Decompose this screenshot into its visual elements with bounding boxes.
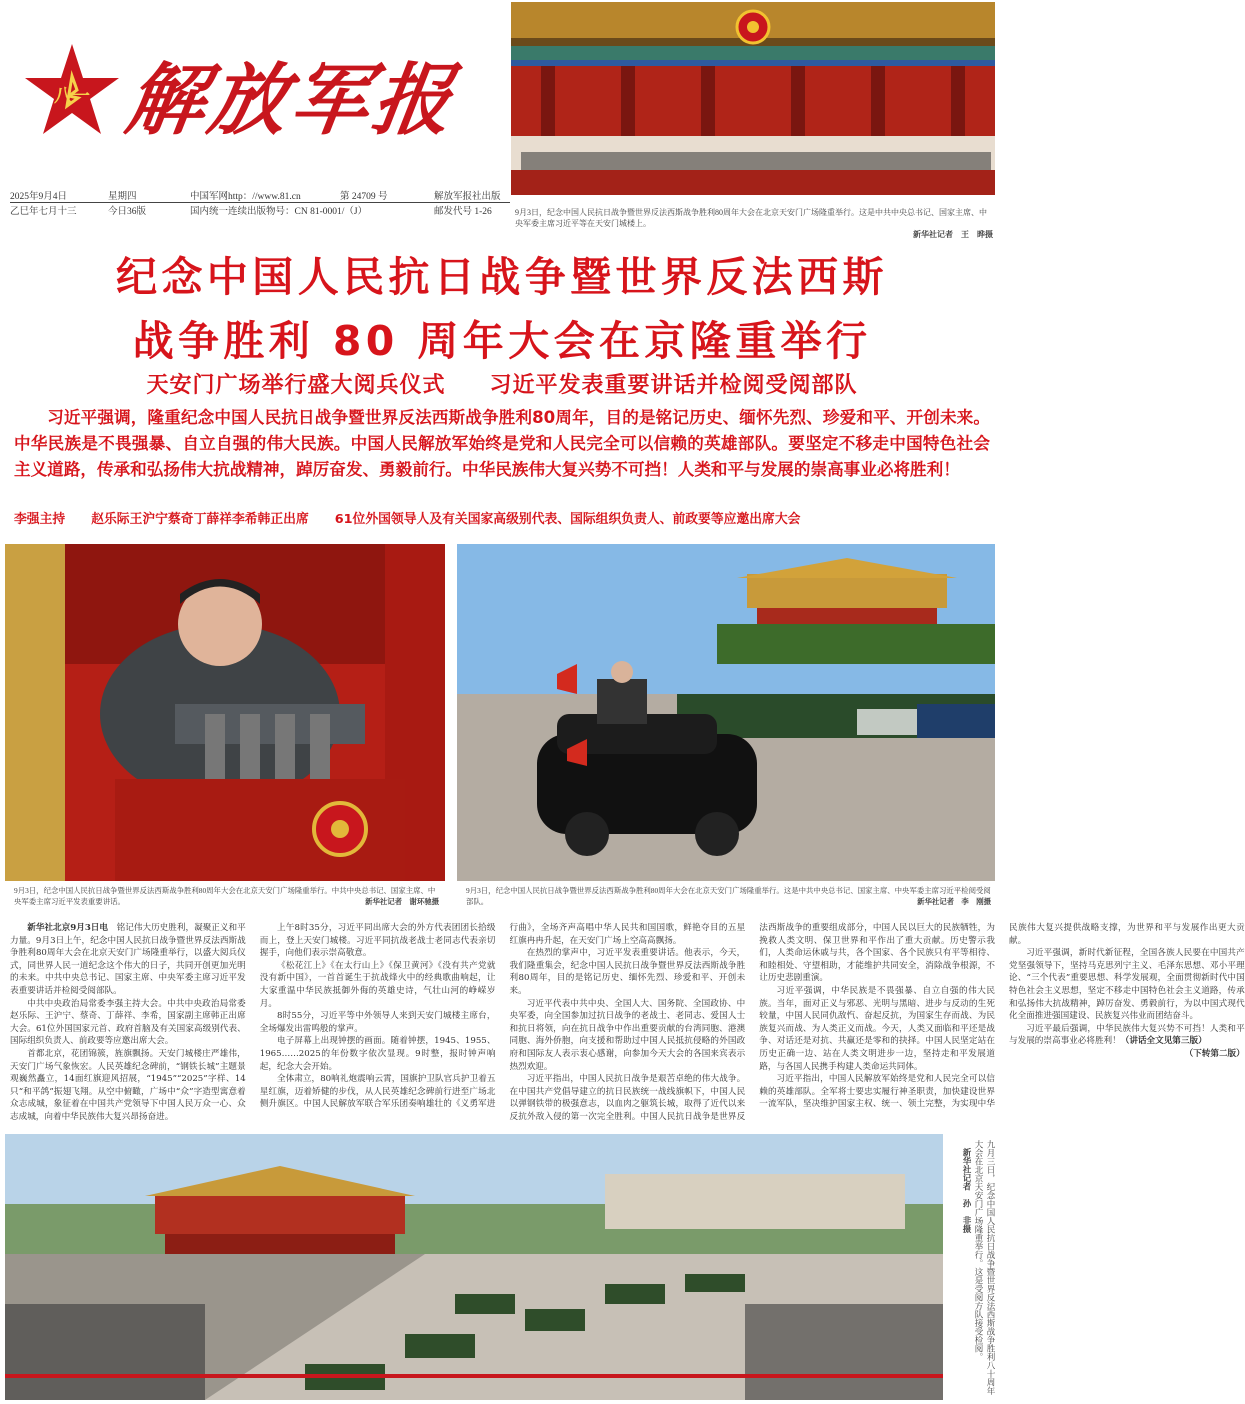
caption-bottom-photo-vertical: 九月三日，纪念中国人民抗日战争暨世界反法西斯战争胜利八十周年大会在北京天安门广场隆重举行。这是受阅方队接受检阅。 新华社记者 孙 非摄 [962, 1140, 996, 1395]
site-url: 中国军网http：//www.81.cn [190, 192, 301, 202]
red-star-emblem-icon [22, 40, 122, 140]
article-paragraph: 铭记伟大历史胜利，凝聚正义和平力量。9月3日上午，纪念中国人民抗日战争暨世界反法西斯战争胜利80周年大会在北京天安门广场隆重举行，以盛大阅兵仪式，同世界人民一道纪念这个伟大的日子，共同开创更加光明的未来。中共中央总书记、国家主席、中央军委主席习近平发表重要讲话并检阅受阅部队。 [10, 923, 246, 996]
article-paragraph: 习近平指出，中国人民抗日战争是艰苦卓绝的伟大战争。在中国共产党倡导建立的抗日民族统一战线旗帜下，中国人民以弹钢铁带的极强意志，以血肉之躯筑长城，取得了近代以来反抗外敌入侵的第一次完全胜利。中国人民抗日战争是世界反法西斯战争的重要组成部分，中国人民以巨大的民族牺牲，为挽救人类文明、保卫世界和平作出了重大贡献。历史警示我们，人类命运休戚与共，各个国家、各个民族只有平等相待、和睦相处、守望相助，才能维护共同安全，消除战争根源，不让历史悲剧重演。 [509, 923, 995, 1122]
issue-date: 2025年9月4日 [10, 192, 68, 202]
photo-square-panorama [5, 1134, 943, 1400]
issue-number: 第 24709 号 [340, 192, 388, 202]
article-paragraph: 首都北京，花团锦簇，旌旗飘扬。天安门城楼庄严雄伟，天安门广场气象恢宏。人民英雄纪念碑前，“钢铁长城”主题景观巍然矗立，14面红旗迎风招展，“1945”“2025”字样、14只“和平鸽”振翅飞翔。从空中俯瞰，广场中“众”字造型寓意着众志成城，象征着在中国共产党领导下中国人民万众一心、众志成城，向着中华民族伟大复兴昂扬奋进。 [10, 1048, 246, 1122]
article-paragraph: 习近平强调，中华民族是不畏强暴、自立自强的伟大民族。当年，面对正义与邪恶、光明与黑暗、进步与反动的生死较量，中国人民同仇敌忾、奋起反抗，为国家生存而战、为民族复兴而战、为人类正义而战。今天，人类又面临和平还是战争、对话还是对抗、共赢还是零和的抉择。中国人民坚定站在历史正确一边、站在人类文明进步一边，坚持走和平发展道路，与各国人民携手构建人类命运共同体。 [759, 985, 995, 1072]
article-paragraph: 《松花江上》《在太行山上》《保卫黄河》《没有共产党就没有新中国》，一首首诞生于抗战烽火中的经典歌曲响起，让大家重温中华民族抵御外侮的英雄史诗，气壮山河的峥嵘岁月。 [259, 960, 496, 1009]
photo-tiananmen-rostrum [511, 2, 995, 195]
host-line: 李强主持 [14, 512, 66, 527]
article-paragraph: 在热烈的掌声中，习近平发表重要讲话。他表示，今天，我们隆重集会，纪念中国人民抗日战争暨世界反法西斯战争胜利80周年，目的是铭记历史、缅怀先烈、珍爱和平、开创未来。 [509, 948, 746, 996]
article-paragraph: 8时55分，习近平等中外领导人来到天安门城楼主席台，全场爆发出雷鸣般的掌声。 [259, 1011, 496, 1034]
headline-line-2: 战争胜利 80 周年大会在京隆重举行 [132, 317, 872, 365]
article-paragraph: 习近平强调，新时代新征程，全国各族人民要在中国共产党坚强领导下，坚持马克思列宁主义、毛泽东思想、邓小平理论、“三个代表”重要思想、科学发展观，全面贯彻新时代中国特色社会主义思想，坚定不移走中国特色社会主义道路，传承和弘扬伟大抗战精神，踔厉奋发、勇毅前行，为以中国式现代化全面推进强国建设、民族复兴伟业而团结奋斗。 [1009, 948, 1245, 1022]
lunar-date: 乙巳年七月十三 [10, 207, 77, 217]
photo-credit: 新华社记者 李 刚摄 [917, 897, 991, 906]
full-text-note: （讲话全文见第三版） [1120, 1036, 1207, 1047]
article-paragraph: 中共中央政治局常委李强主持大会。中共中央政治局常委赵乐际、王沪宁、蔡奇、丁薛祥、李希，国家副主席韩正出席大会。61位外国国家元首、政府首脑及有关国家高级别代表、国际组织负责人、前政要等应邀出席大会。 [10, 998, 246, 1047]
photo-credit: 新华社记者 谢环驰摄 [365, 897, 439, 906]
article-paragraph: 全体肃立，80响礼炮震响云霄，国旗护卫队官兵护卫着五星红旗，迈着矫健的步伐，从人民英雄纪念碑前行进至广场北侧升旗区。中国人民解放军联合军乐团奏响雄壮的《义勇军进行曲》，全场齐声高唱中华人民共和国国歌，鲜艳夺目的五星红旗冉冉升起，在天安门广场上空高高飘扬。 [259, 923, 746, 1110]
continued-note: （下转第二版） [1184, 1048, 1245, 1059]
article-paragraph: 电子屏幕上出现钟摆的画面。随着钟摆，1945、1955、1965……2025的年份数字依次显现。9时整，报时钟声响起，纪念大会开始。 [259, 1036, 496, 1072]
publisher: 解放军报社出版 [434, 192, 501, 202]
leaders-line: 赵乐际王沪宁蔡奇丁薛祥李希韩正出席 [91, 512, 309, 527]
page-count: 今日36版 [108, 207, 147, 217]
issue-info [10, 188, 510, 217]
headline-line-1: 纪念中国人民抗日战争暨世界反法西斯 [116, 253, 888, 301]
lead-summary: 习近平强调，隆重纪念中国人民抗日战争暨世界反法西斯战争胜利80周年，目的是铭记历史、缅怀先烈、珍爱和平、开创未来。中华民族是不畏强暴、自立自强的伟大民族。中国人民解放军始终是党和人民完全可以信赖的英雄部队。要坚定不移走中国特色社会主义道路，传承和弘扬伟大抗战精神，踔厉奋发、勇毅前行。中华民族伟大复兴势不可挡！人类和平与发展的崇高事业必将胜利！ [14, 408, 990, 479]
article-paragraph: 习近平最后强调，中华民族伟大复兴势不可挡！人类和平与发展的崇高事业必将胜利！ [1009, 1023, 1245, 1047]
photo-credit: 新华社记者 孙 非摄 [962, 1148, 972, 1233]
article-paragraph: 习近平代表中共中央、全国人大、国务院、全国政协、中央军委，向全国参加过抗日战争的老战士、老同志、爱国人士和抗日将领，向在抗日战争中作出重要贡献的台湾同胞、港澳同胞、海外侨胞，向支援和帮助过中国人民抵抗侵略的外国政府和国际友人表示衷心感谢，向参加今天大会的各国来宾表示热烈欢迎。 [509, 998, 746, 1072]
dateline: 新华社北京9月3日电 [27, 923, 109, 933]
article-paragraph: 习近平指出，中国人民解放军始终是党和人民完全可以信赖的英雄部队。全军将士要忠实履行神圣职责，加快建设世界一流军队，坚决维护国家主权、统一、领土完整，为实现中华民族伟大复兴提供战略支撑，为世界和平与发展作出更大贡献。 [759, 923, 1245, 1110]
subheadline [12, 368, 992, 399]
svg-text:八一: 八一 [54, 86, 90, 107]
caption-right-photo: 9月3日，纪念中国人民抗日战争暨世界反法西斯战争胜利80周年大会在北京天安门广场隆重举行。这是中共中央总书记、国家主席、中央军委主席习近平检阅受阅部队。 新华社记者 李 刚摄 [466, 886, 991, 906]
photo-review-car [457, 544, 995, 881]
attendance-line [14, 508, 990, 527]
caption-top-photo: 9月3日，纪念中国人民抗日战争暨世界反法西斯战争胜利80周年大会在北京天安门广场隆重举行。这是中共中央总书记、国家主席、中央军委主席习近平等在天安门城楼上。 新华社记者 王 晔摄 [515, 208, 993, 239]
article-paragraph: 上午8时35分，习近平同出席大会的外方代表团团长拾级而上，登上天安门城楼。习近平同抗战老战士老同志代表亲切握手，向他们表示崇高敬意。 [259, 923, 496, 959]
subheadline-left: 天安门广场举行盛大阅兵仪式 [146, 373, 446, 398]
newspaper-title: 解放军报 [120, 55, 462, 146]
guests-line: 61位外国领导人及有关国家高级别代表、国际组织负责人、前政要等应邀出席大会 [334, 512, 801, 527]
cn-number: 国内统一连续出版物号：CN 81-0001/（J） [190, 207, 368, 217]
caption-left-photo: 9月3日，纪念中国人民抗日战争暨世界反法西斯战争胜利80周年大会在北京天安门广场隆重举行。中共中央总书记、国家主席、中央军委主席习近平发表重要讲话。 新华社记者 谢环驰摄 [14, 886, 439, 906]
subheadline-right: 习近平发表重要讲话并检阅受阅部队 [489, 373, 858, 398]
postal-code: 邮发代号 1-26 [434, 207, 492, 217]
photo-speech [5, 544, 445, 881]
article-body [10, 922, 1245, 1132]
photo-credit: 新华社记者 王 晔摄 [913, 230, 993, 239]
masthead [0, 0, 505, 185]
issue-weekday: 星期四 [108, 192, 137, 202]
